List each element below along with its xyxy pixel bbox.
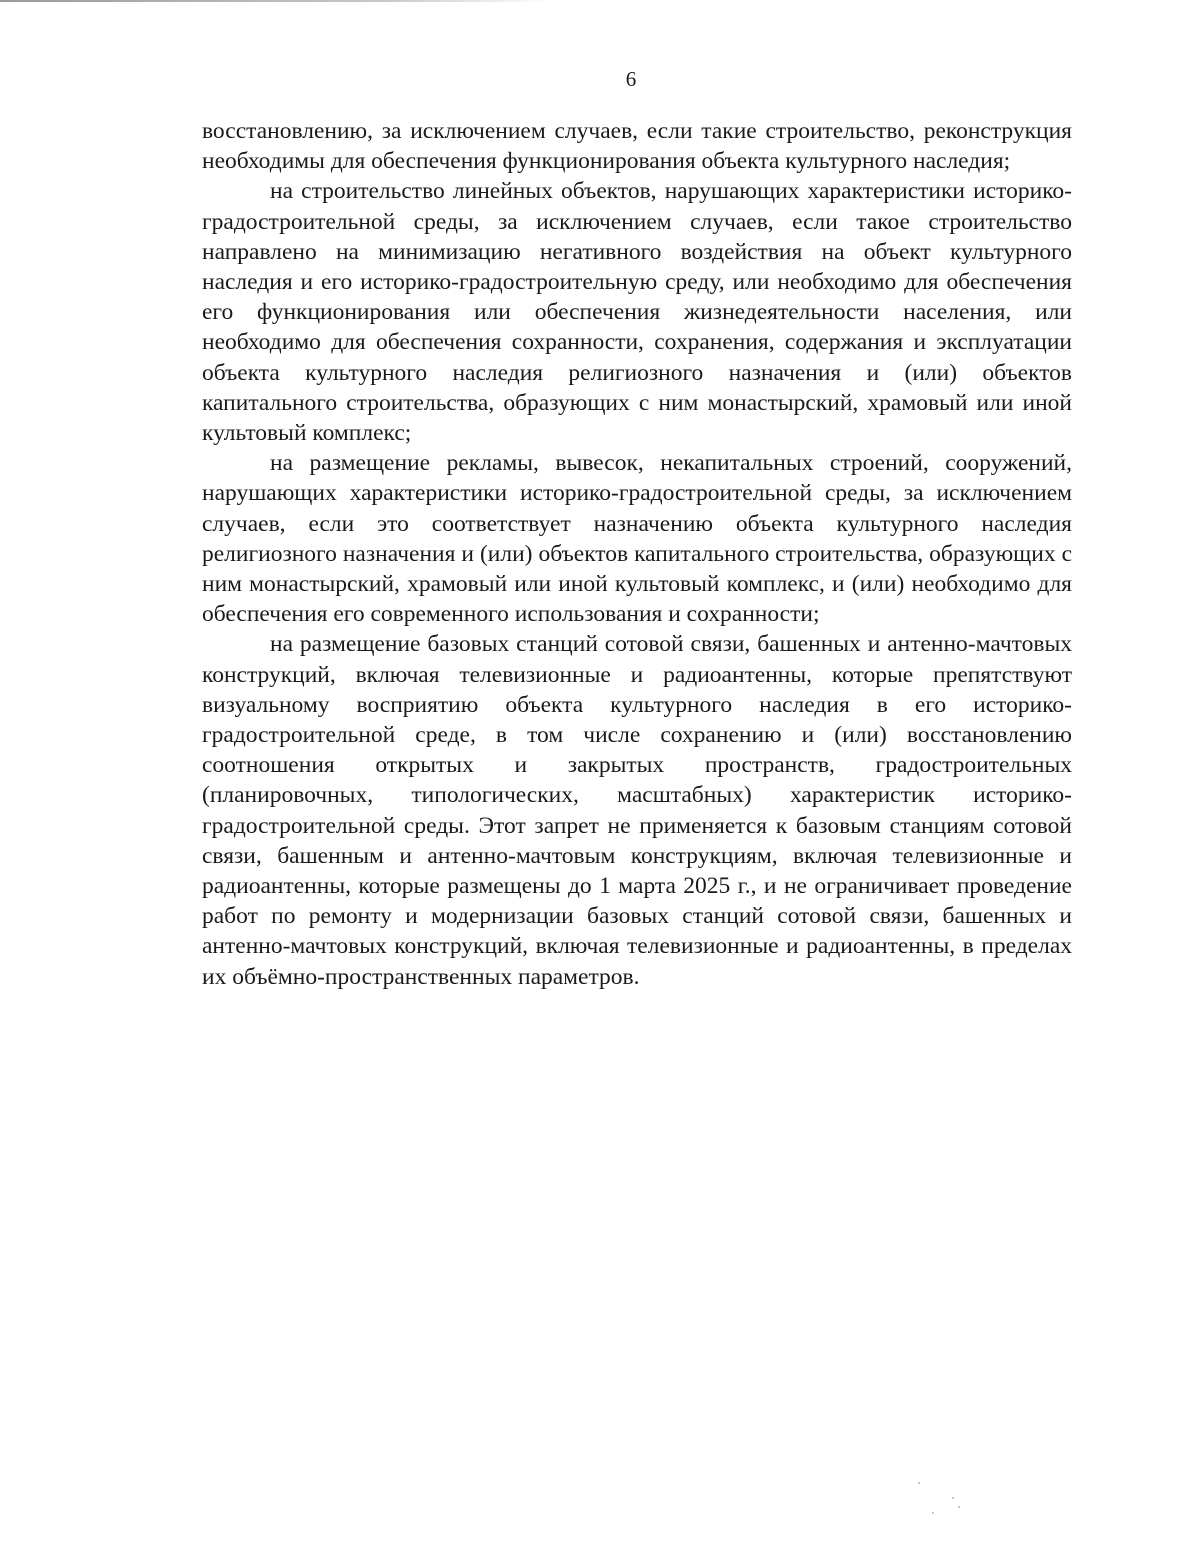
paragraph-continuation: восстановлению, за исключением случаев, если такие строительство, реконструкция необходимы для обеспечения функционирования объекта культурного наследия; [202, 118, 1072, 175]
scan-speck [952, 1497, 954, 1499]
page-number: 6 [625, 67, 637, 91]
paragraph-base-stations: на размещение базовых станций сотовой связи, башенных и антенно-мачтовых конструкций, включая телевизионные и радиоантенны, которые препятствуют визуальному восприятию объекта культурного наследия в его историко-градостроительной среде, в том числе сохранению и (или) восстановлению соотношения открытых и закрытых пространств, градостроительных (планировочных, типологических, масштабных) характеристик историко-градостроительной среды. Этот запрет не применяется к базовым станциям сотовой связи, башенным и антенно-мачтовым конструкциям, включая телевизионные и радиоантенны, которые размещены до 1 марта 2025 г., и не ограничивает проведение работ по ремонту и модернизации базовых станций сотовой связи, башенных и антенно-мачтовых конструкций, включая телевизионные и радиоантенны, в пределах их объёмно-пространственных параметров. [202, 631, 1072, 990]
scan-edge-line [0, 0, 550, 2]
paragraph-advertising: на размещение рекламы, вывесок, некапитальных строений, сооружений, нарушающих характеристики историко-градостроительной среды, за исключением случаев, если это соответствует назначению объекта культурного наследия религиозного назначения и (или) объектов капитального строительства, образующих с ним монастырский, храмовый или иной культовый комплекс, и (или) необходимо для обеспечения его современного использования и сохранности; [202, 450, 1072, 628]
document-body [202, 116, 1072, 992]
scan-speck [958, 1506, 960, 1508]
scan-speck [932, 1512, 934, 1514]
scan-speck [918, 1482, 920, 1484]
paragraph-linear-objects: на строительство линейных объектов, нарушающих характеристики историко-градостроительной среды, за исключением случаев, если такое строительство направлено на минимизацию негативного воздействия на объект культурного наследия и его историко-градостроительную среду, или необходимо для обеспечения его функционирования или обеспечения жизнедеятельности населения, или необходимо для обеспечения сохранности, сохранения, содержания и эксплуатации объекта культурного наследия религиозного назначения и (или) объектов капитального строительства, образующих с ним монастырский, храмовый или иной культовый комплекс; [202, 178, 1072, 447]
